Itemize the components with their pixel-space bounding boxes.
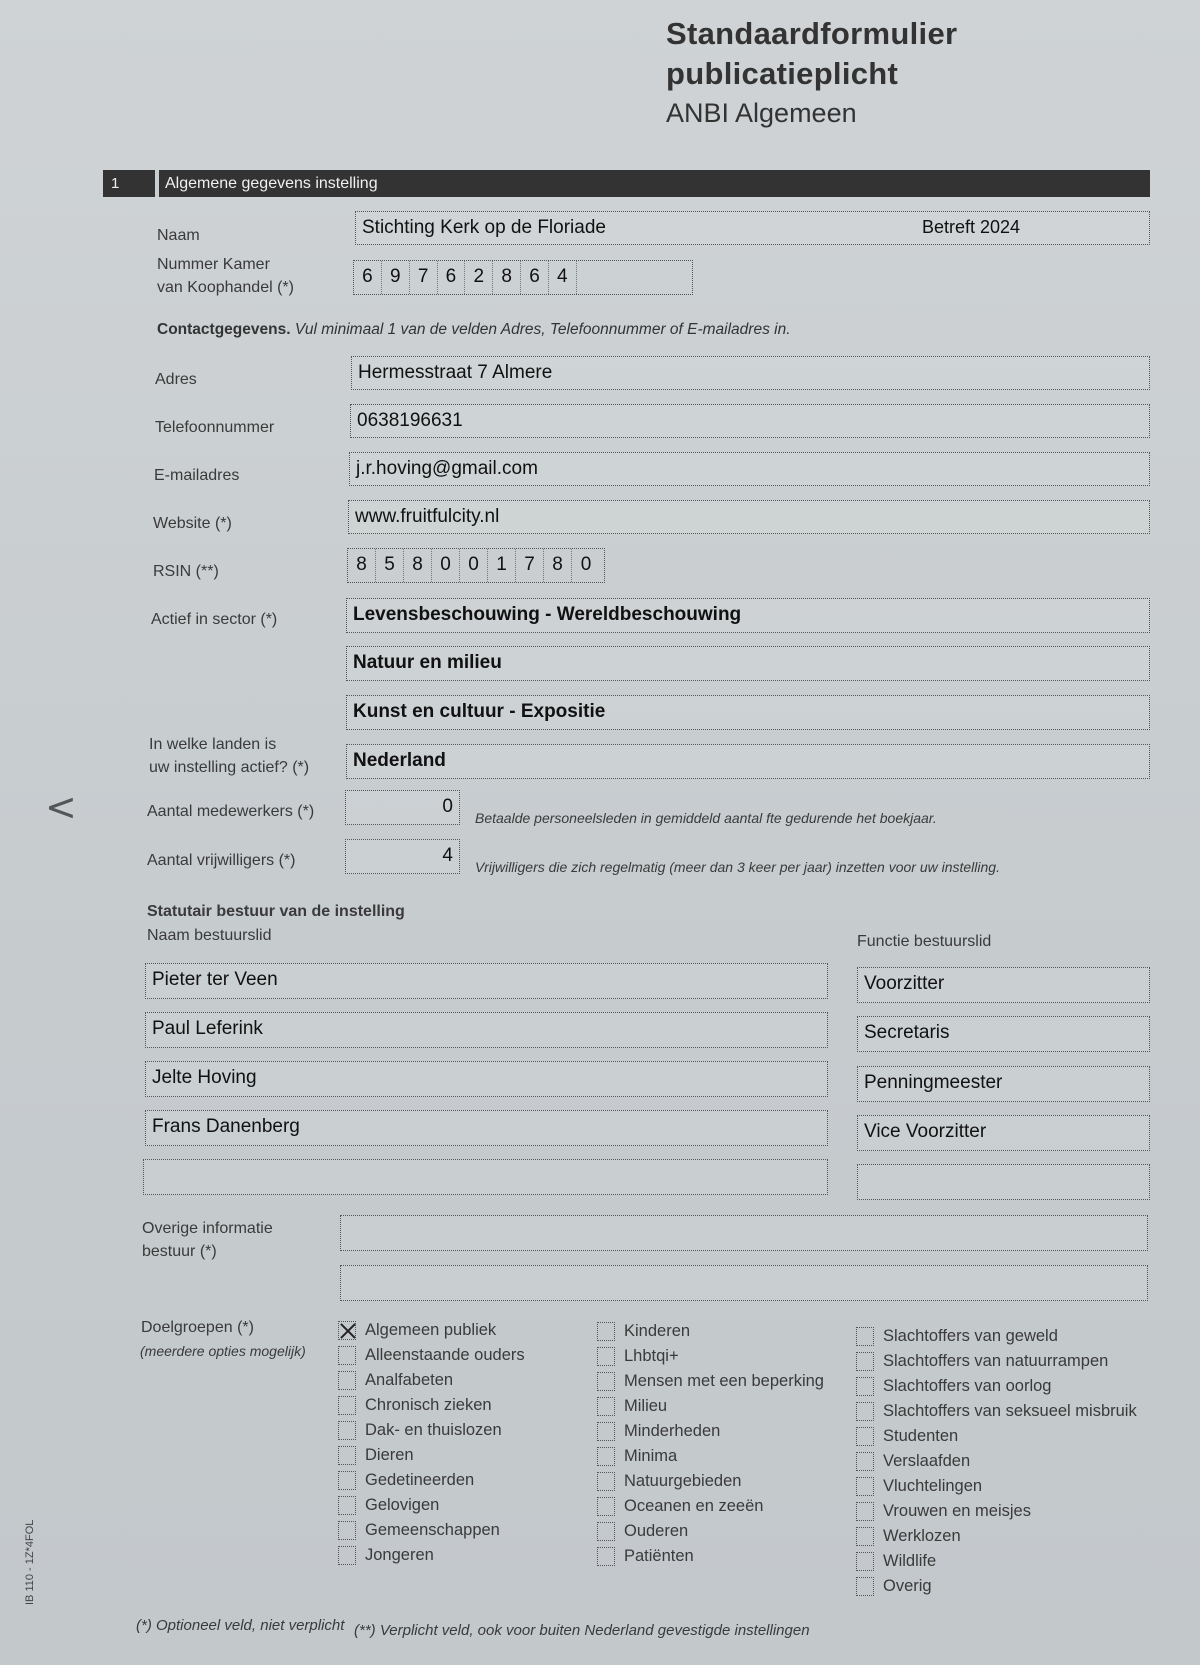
doelgroep-label: Overig	[883, 1577, 932, 1595]
checkbox-icon[interactable]	[338, 1546, 356, 1565]
checkbox-icon[interactable]	[338, 1396, 356, 1415]
section-number: 1	[111, 175, 120, 192]
doelgroep-option[interactable]	[597, 1347, 679, 1366]
doelgroep-label: Slachtoffers van natuurrampen	[883, 1352, 1109, 1370]
section-header	[103, 170, 1150, 197]
kvk-label-line1: Nummer Kamer	[157, 256, 270, 273]
footer-note-required: (**) Verplicht veld, ook voor buiten Nederland gevestigde instellingen	[354, 1622, 810, 1639]
bestuurslid-functie-2[interactable]: Secretaris	[857, 1016, 1150, 1052]
checkbox-icon[interactable]	[856, 1452, 874, 1471]
footer-note-optional: (*) Optioneel veld, niet verplicht	[136, 1617, 345, 1634]
doelgroep-label: Gedetineerden	[365, 1471, 475, 1489]
bestuurslid-naam-2[interactable]: Paul Leferink	[145, 1012, 828, 1048]
adres-field[interactable]: Hermesstraat 7 Almere	[351, 356, 1150, 390]
landen-label-line1: In welke landen is	[149, 736, 277, 753]
website-field[interactable]: www.fruitfulcity.nl	[348, 500, 1150, 534]
doelgroep-label: Ouderen	[624, 1522, 689, 1540]
doelgroep-label: Verslaafden	[883, 1452, 971, 1470]
doelgroep-label: Jongeren	[365, 1546, 434, 1564]
kvk-label	[157, 253, 294, 299]
bestuurslid-functie-3[interactable]: Penningmeester	[857, 1066, 1150, 1102]
bestuurslid-functie-5[interactable]	[857, 1164, 1150, 1200]
doelgroep-label: Wildlife	[883, 1552, 937, 1570]
doelgroep-option[interactable]	[597, 1397, 667, 1416]
doelgroep-label: Werklozen	[883, 1527, 961, 1545]
checkbox-icon[interactable]	[856, 1427, 874, 1446]
doelgroepen-label: Doelgroepen (*)	[141, 1319, 254, 1336]
bestuur-col-functie: Functie bestuurslid	[857, 933, 992, 950]
bestuur-col-naam: Naam bestuurslid	[147, 927, 272, 944]
checkbox-icon[interactable]	[597, 1347, 615, 1366]
form-title: Standaardformulier	[666, 16, 958, 51]
contact-intro	[157, 321, 791, 339]
doelgroep-label: Dak- en thuislozen	[365, 1421, 502, 1439]
doelgroep-option[interactable]	[338, 1446, 414, 1465]
kvk-label-line2: van Koophandel (*)	[157, 279, 294, 297]
bestuurslid-naam-5[interactable]	[143, 1159, 828, 1195]
contact-intro-heading: Contactgegevens.	[157, 321, 291, 338]
kvk-digit: 7	[410, 261, 438, 294]
doelgroep-option[interactable]	[856, 1327, 1058, 1346]
checkbox-icon[interactable]	[338, 1346, 356, 1365]
betreft-year: Betreft 2024	[922, 217, 1021, 237]
doelgroep-label: Dieren	[365, 1446, 414, 1464]
doelgroep-label: Milieu	[624, 1397, 668, 1415]
doelgroep-label: Minderheden	[624, 1422, 721, 1440]
checkbox-icon[interactable]	[338, 1471, 356, 1490]
doelgroep-option[interactable]	[856, 1377, 1051, 1396]
medewerkers-label: Aantal medewerkers (*)	[147, 803, 315, 820]
doelgroep-option[interactable]	[338, 1421, 502, 1440]
doelgroep-label: Analfabeten	[365, 1371, 454, 1389]
doelgroep-option[interactable]	[856, 1427, 958, 1446]
kvk-digit: 9	[382, 261, 410, 294]
kvk-digit: 6	[521, 261, 549, 294]
checkbox-icon[interactable]	[597, 1547, 615, 1566]
kvk-digit: 8	[493, 261, 521, 294]
doelgroep-option[interactable]	[856, 1502, 1031, 1521]
checkbox-icon[interactable]	[597, 1447, 615, 1466]
doelgroep-option[interactable]	[597, 1322, 690, 1341]
kvk-digit: 4	[549, 261, 577, 294]
naam-label: Naam	[157, 227, 200, 244]
rsin-digit: 0	[580, 554, 592, 575]
doelgroep-label: Natuurgebieden	[624, 1472, 742, 1490]
doelgroep-label: Mensen met een beperking	[624, 1372, 824, 1390]
checkbox-icon[interactable]	[338, 1496, 356, 1515]
rsin-field[interactable]	[347, 548, 605, 583]
checkbox-icon[interactable]	[856, 1502, 874, 1521]
medewerkers-field[interactable]: 0	[345, 790, 460, 825]
rsin-digit: 5	[376, 549, 404, 582]
checkbox-icon[interactable]	[856, 1477, 874, 1496]
doelgroep-option[interactable]	[597, 1422, 720, 1441]
bestuurslid-functie-1[interactable]: Voorzitter	[857, 967, 1150, 1003]
doelgroep-option[interactable]	[597, 1522, 688, 1541]
doelgroep-option[interactable]	[338, 1321, 496, 1340]
doelgroep-label: Slachtoffers van oorlog	[883, 1377, 1052, 1395]
doelgroep-option[interactable]	[597, 1447, 677, 1466]
doelgroep-label: Studenten	[883, 1427, 959, 1445]
doelgroep-option[interactable]	[856, 1477, 982, 1496]
doelgroep-label: Algemeen publiek	[365, 1321, 497, 1339]
landen-field[interactable]: Nederland	[346, 744, 1150, 779]
doelgroep-option[interactable]	[597, 1372, 824, 1391]
chevron-left-icon: <	[45, 785, 77, 829]
section-divider	[155, 170, 159, 197]
doelgroep-label: Alleenstaande ouders	[365, 1346, 525, 1364]
doelgroep-label: Slachtoffers van seksueel misbruik	[883, 1402, 1137, 1420]
checkbox-icon[interactable]	[338, 1371, 356, 1390]
section-title: Algemene gegevens instelling	[165, 175, 378, 192]
bestuurslid-functie-4[interactable]: Vice Voorzitter	[857, 1115, 1150, 1151]
rsin-digit: 7	[516, 549, 544, 582]
doelgroep-option[interactable]	[597, 1472, 741, 1491]
adres-label: Adres	[155, 371, 197, 388]
doelgroep-option[interactable]	[856, 1352, 1108, 1371]
form-title-line2: publicatieplicht	[666, 56, 899, 91]
telefoon-field[interactable]: 0638196631	[350, 404, 1150, 438]
doelgroep-option[interactable]	[338, 1346, 525, 1365]
naam-field[interactable]	[355, 211, 1150, 245]
overige-field-2[interactable]	[340, 1265, 1148, 1301]
rsin-digit: 1	[488, 549, 516, 582]
rsin-digit: 0	[460, 549, 488, 582]
checkbox-icon[interactable]	[856, 1352, 874, 1371]
checkbox-icon[interactable]	[597, 1422, 615, 1441]
naam-value: Stichting Kerk op de Floriade	[362, 217, 606, 238]
doelgroep-option[interactable]	[597, 1497, 763, 1516]
sector-field-3[interactable]: Kunst en cultuur - Expositie	[346, 695, 1150, 730]
doelgroep-label: Kinderen	[624, 1322, 691, 1340]
vrijwilligers-note: Vrijwilligers die zich regelmatig (meer dan 3 keer per jaar) inzetten voor uw instelling.	[475, 859, 1000, 875]
vrijwilligers-label: Aantal vrijwilligers (*)	[147, 852, 296, 869]
doelgroep-option[interactable]	[338, 1496, 439, 1515]
sector-field-1[interactable]: Levensbeschouwing - Wereldbeschouwing	[346, 598, 1150, 633]
doelgroep-label: Gemeenschappen	[365, 1521, 500, 1539]
bestuurslid-naam-1[interactable]: Pieter ter Veen	[145, 963, 828, 999]
kvk-number-field[interactable]	[353, 260, 693, 295]
kvk-digit: 6	[438, 261, 466, 294]
telefoon-label: Telefoonnummer	[155, 419, 275, 436]
bestuurslid-naam-4[interactable]: Frans Danenberg	[145, 1110, 828, 1146]
sector-field-2[interactable]: Natuur en milieu	[346, 646, 1150, 681]
doelgroep-label: Gelovigen	[365, 1496, 440, 1514]
kvk-digit: 2	[465, 261, 493, 294]
sector-label: Actief in sector (*)	[151, 611, 278, 628]
rsin-digit: 0	[432, 549, 460, 582]
checkbox-icon[interactable]	[856, 1402, 874, 1421]
doelgroep-option[interactable]	[856, 1527, 961, 1546]
checkbox-icon[interactable]	[856, 1327, 874, 1346]
doelgroep-option[interactable]	[338, 1371, 453, 1390]
checkbox-icon[interactable]	[597, 1397, 615, 1416]
doelgroep-label: Lhbtqi+	[624, 1347, 679, 1365]
checkbox-icon[interactable]	[338, 1421, 356, 1440]
kvk-digit: 6	[354, 261, 382, 294]
doelgroep-label: Oceanen en zeeën	[624, 1497, 764, 1515]
checkbox-icon[interactable]	[597, 1322, 615, 1341]
overige-label-line2: bestuur (*)	[142, 1243, 217, 1261]
vrijwilligers-field[interactable]: 4	[345, 839, 460, 874]
doelgroep-label: Minima	[624, 1447, 678, 1465]
landen-label-line2: uw instelling actief? (*)	[149, 759, 310, 777]
landen-label	[149, 733, 309, 779]
checkbox-icon[interactable]	[597, 1472, 615, 1491]
website-label: Website (*)	[153, 515, 232, 532]
checkbox-icon[interactable]	[597, 1372, 615, 1391]
doelgroep-option[interactable]	[856, 1452, 970, 1471]
checkbox-icon[interactable]	[338, 1446, 356, 1465]
rsin-digit: 8	[544, 549, 572, 582]
checkbox-icon[interactable]	[597, 1522, 615, 1541]
bestuur-heading: Statutair bestuur van de instelling	[147, 903, 405, 920]
doelgroep-option[interactable]	[338, 1521, 500, 1540]
kvk-empty-slot	[577, 261, 692, 294]
rsin-digit: 8	[348, 549, 376, 582]
doelgroep-option[interactable]	[338, 1471, 474, 1490]
overige-label	[142, 1217, 273, 1263]
doelgroep-option[interactable]	[856, 1577, 932, 1596]
doelgroep-label: Vluchtelingen	[883, 1477, 983, 1495]
form-code: IB 110 - 1Z*4FOL	[24, 1519, 36, 1605]
rsin-digit: 8	[404, 549, 432, 582]
overige-field-1[interactable]	[340, 1215, 1148, 1251]
email-label: E-mailadres	[154, 467, 240, 484]
doelgroep-label: Slachtoffers van geweld	[883, 1327, 1058, 1345]
form-subtitle: ANBI Algemeen	[666, 98, 857, 128]
doelgroep-option[interactable]	[856, 1402, 1137, 1421]
checkbox-icon[interactable]	[856, 1577, 874, 1596]
doelgroepen-sublabel: (meerdere opties mogelijk)	[140, 1343, 306, 1359]
contact-intro-text: Vul minimaal 1 van de velden Adres, Telefoonnummer of E-mailadres in.	[294, 321, 791, 338]
rsin-label: RSIN (**)	[153, 563, 219, 580]
doelgroep-option[interactable]	[597, 1547, 694, 1566]
bestuurslid-naam-3[interactable]: Jelte Hoving	[145, 1061, 828, 1097]
checkbox-icon[interactable]	[338, 1521, 356, 1540]
checkbox-icon[interactable]	[597, 1497, 615, 1516]
email-field[interactable]: j.r.hoving@gmail.com	[349, 452, 1150, 486]
doelgroep-option[interactable]	[338, 1546, 434, 1565]
doelgroep-label: Chronisch zieken	[365, 1396, 492, 1414]
checkbox-icon[interactable]	[856, 1377, 874, 1396]
doelgroep-option[interactable]	[338, 1396, 492, 1415]
overige-label-line1: Overige informatie	[142, 1220, 273, 1237]
checkbox-icon[interactable]	[856, 1527, 874, 1546]
checkbox-checked-icon[interactable]	[338, 1321, 356, 1340]
doelgroep-option[interactable]	[856, 1552, 936, 1571]
medewerkers-note: Betaalde personeelsleden in gemiddeld aantal fte gedurende het boekjaar.	[475, 810, 937, 826]
doelgroep-label: Vrouwen en meisjes	[883, 1502, 1031, 1520]
doelgroep-label: Patiënten	[624, 1547, 694, 1565]
checkbox-icon[interactable]	[856, 1552, 874, 1571]
